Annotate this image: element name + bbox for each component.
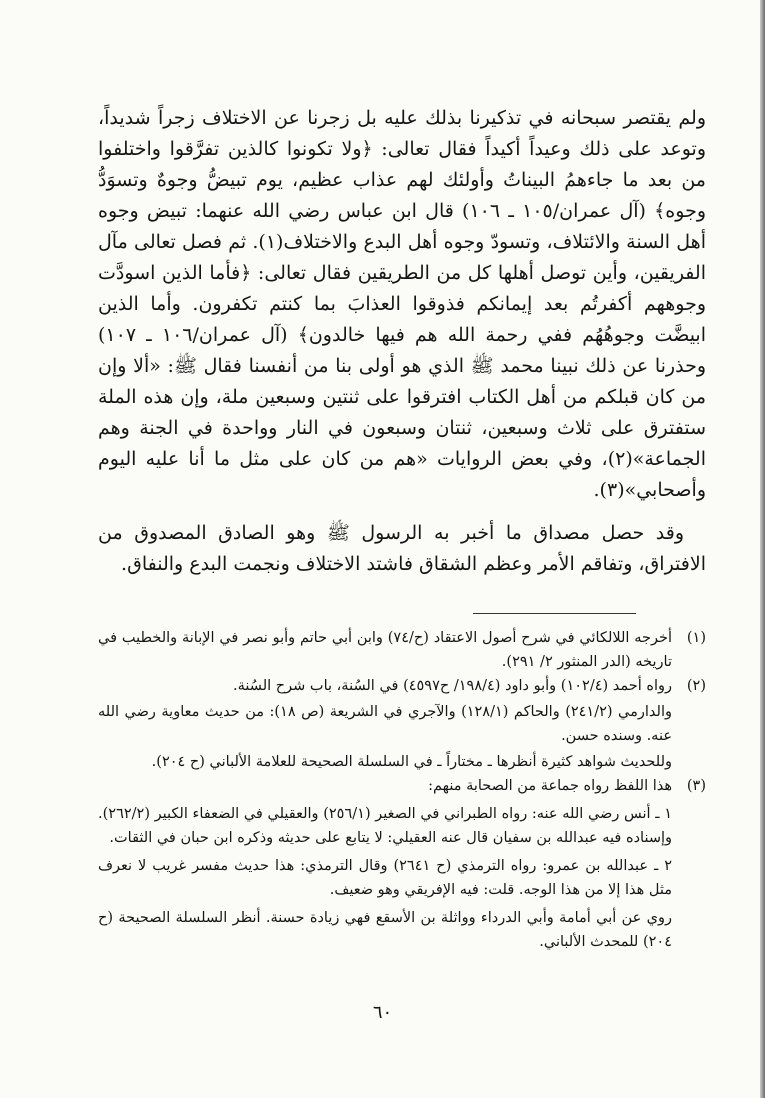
footnote-text: روي عن أبي أمامة وأبي الدرداء وواثلة بن الأسقع فهي زيادة حسنة. أنظر السلسلة الصحيحة (ح ٢٠٤) للمحدث الألباني. — [98, 910, 672, 950]
main-text — [98, 103, 706, 580]
footnote-text: أخرجه اللالكائي في شرح أصول الاعتقاد (ح/٧٤) وابن أبي حاتم وأبو نصر في الإبانة والخطيب في تاريخه (الدر المنثور ٢/ ٢٩١). — [98, 630, 673, 670]
page-number: ٦٠ — [372, 1002, 393, 1023]
footnote-text: رواه أحمد (١٠٢/٤) وأبو داود (١٩٨/٤/ ح٤٥٩٧) في السُنة، باب شرح السُنة. — [233, 678, 672, 694]
footnote-text: وللحديث شواهد كثيرة أنظرها ـ مختاراً ـ في السلسلة الصحيحة للعلامة الألباني (ح ٢٠٤). — [151, 754, 672, 770]
footnote-3 — [98, 774, 706, 954]
footnote-text: ١ ـ أنس رضي الله عنه: رواه الطبراني في الصغير (٢٥٦/١) والعقيلي في الضعفاء الكبير (٢٦٢/٢). وإسناده فيه عبدالله بن سفيان قال عنه العقيلي: لا يتابع على حديثه وذكره ابن حبان في الثقات. — [98, 806, 672, 846]
body-paragraph-1: ولم يقتصر سبحانه في تذكيرنا بذلك عليه بل زجرنا عن الاختلاف زجراً شديداً، وتوعد على ذلك وعيداً أكيداً فقال تعالى: ﴿ولا تكونوا كالذين تفرَّقوا واختلفوا من بعد ما جاءهمُ البيناتُ وأولئك لهم عذاب عظيم، يوم تبيضُّ وجوهٌ وتسوَدُّ وجوه﴾ (آل عمران/١٠٥ ـ ١٠٦) قال ابن عباس رضي الله عنهما: تبيض وجوه أهل السنة والائتلاف، وتسودّ وجوه أهل البدع والاختلاف(١). ثم فصل تعالى مآل الفريقين، وأين توصل أهلها كل من الطريقين فقال تعالى: ﴿فأما الذين اسودَّت وجوههم أكفرتُم بعد إيمانكم فذوقوا العذابَ بما كنتم تكفرون. وأما الذين ابيضَّت وجوهُهُم ففي رحمة الله هم فيها خالدون﴾ (آل عمران/١٠٦ ـ ١٠٧) وحذرنا عن ذلك نبينا محمد ﷺ الذي هو أولى بنا من أنفسنا فقال ﷺ: «ألا وإن من كان قبلكم من أهل الكتاب افترقوا على ثنتين وسبعين ملة، وإن هذه الملة ستفترق على ثلاث وسبعين، ثنتان وسبعون في النار وواحدة في الجنة وهم الجماعة»(٢)، وفي بعض الروايات «هم من كان على مثل ما أنا عليه اليوم وأصحابي»(٣). — [98, 107, 706, 501]
footnote-1 — [98, 626, 706, 674]
footnote-marker: (٣) — [686, 778, 706, 794]
footnote-text: هذا اللفظ رواه جماعة من الصحابة منهم: — [428, 778, 672, 794]
footnote-2 — [98, 674, 706, 774]
footnote-separator — [473, 613, 636, 614]
footnote-marker: (١) — [686, 630, 706, 646]
page-edge-shadow — [760, 0, 765, 1098]
footnote-text: ٢ ـ عبدالله بن عمرو: رواه الترمذي (ح ٢٦٤١) وقال الترمذي: هذا حديث مفسر غريب لا نعرف مثل هذا إلا من هذا الوجه. قلت: فيه الإفريقي وهو ضعيف. — [98, 858, 672, 898]
footnote-marker: (٢) — [686, 678, 706, 694]
footnotes — [98, 626, 706, 954]
footnote-text: والدارمي (٢٤١/٢) والحاكم (١٢٨/١) والآجري في الشريعة (ص ١٨): من حديث معاوية رضي الله عنه. وسنده حسن. — [98, 704, 672, 744]
body-paragraph-2: وقد حصل مصداق ما أخبر به الرسول ﷺ وهو الصادق المصدوق من الافتراق، وتفاقم الأمر وعظم الشقاق فاشتد الاختلاف ونجمت البدع والنفاق. — [98, 522, 706, 575]
